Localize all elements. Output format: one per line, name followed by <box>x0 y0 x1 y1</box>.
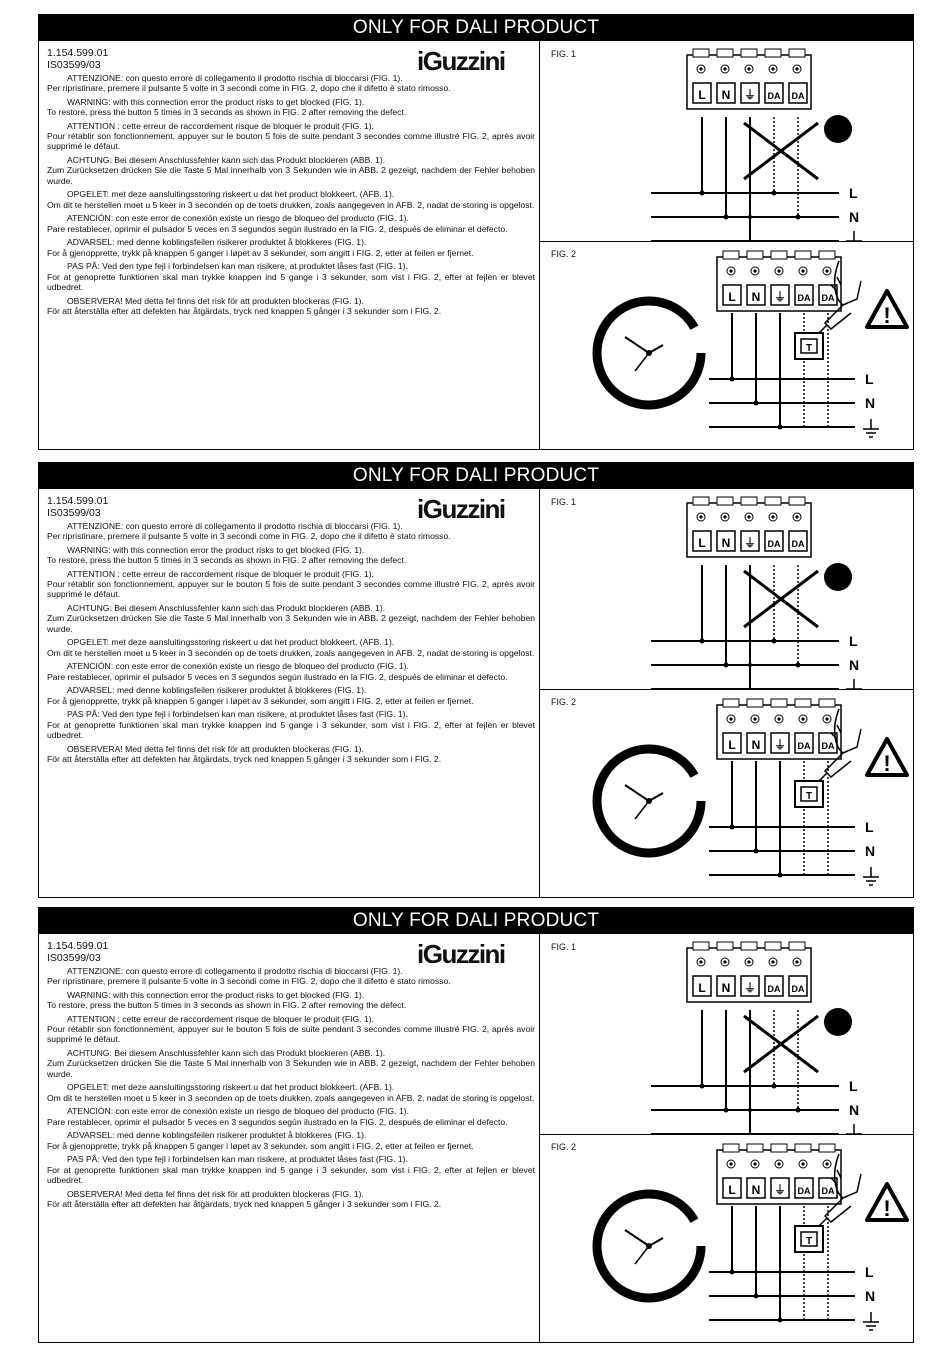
terminal-label: DA <box>767 984 781 994</box>
svg-text:T: T <box>805 791 813 802</box>
instruction-paragraph <box>47 1014 535 1045</box>
paragraph-body: Pour rétablir son fonctionnement, appuyer sur le bouton 5 fois de suite pendant 3 secondes comme illustré FIG. 2, après avoir supprimé le défaut. <box>47 131 535 152</box>
product-code: 1.154.599.01 <box>47 495 109 507</box>
wiring <box>709 761 855 875</box>
wiring <box>709 1206 855 1320</box>
brand-logo: iGuzzini <box>417 494 505 524</box>
paragraph-body: For at genoprette funktionen skal man trykke knappen ind 5 gange i 3 sekunder, som vist i FIG. 2, efter at fejlen er blevet udbedret. <box>47 271 535 292</box>
fig2-label: FIG. 2 <box>551 697 577 707</box>
wire-label-l: L <box>865 1264 874 1280</box>
timer-clock-icon <box>597 301 701 405</box>
terminal-label: ⏚ <box>743 88 757 102</box>
figures-column <box>539 489 913 897</box>
multilingual-text <box>47 966 535 1213</box>
instruction-paragraph <box>47 261 535 292</box>
fig2-label: FIG. 2 <box>551 1142 577 1152</box>
paragraph-body: För att återställa efter att defekten har åtgärdats, tryck ned knappen 5 gånger i 3 sekunder som i FIG. 2. <box>47 1198 442 1209</box>
instruction-panel <box>38 907 914 1343</box>
paragraph-body: Per ripristinare, premere il pulsante 5 volte in 3 secondi come in FIG. 2, dopo che il difetto è stato rimosso. <box>47 83 451 94</box>
instruction-sheet-code: IS03599/03 <box>47 507 101 519</box>
paragraph-heading: ATTENZIONE: con questo errore di collegamento il prodotto rischia di bloccarsi (FIG. 1). <box>67 73 403 83</box>
paragraph-heading: ADVARSEL: med denne koblingsfeilen risikerer produktet å blokkeres (FIG. 1). <box>67 237 367 248</box>
instruction-paragraph <box>47 966 535 986</box>
instruction-paragraph <box>47 685 535 705</box>
paragraph-heading: ATTENTION : cette erreur de raccordement risque de bloquer le produit (FIG. 1). <box>67 1014 374 1024</box>
paragraph-heading: OPGELET: met deze aansluitingsstoring riskeert u dat het product blokkeert. (AFB. 1). <box>67 189 395 200</box>
fig2-label: FIG. 2 <box>551 249 577 259</box>
paragraph-body: Pour rétablir son fonctionnement, appuyer sur le bouton 5 fois de suite pendant 3 secondes comme illustré FIG. 2, après avoir supprimé le défaut. <box>47 579 535 600</box>
error-cross-icon <box>744 571 818 627</box>
paragraph-heading: WARNING: with this connection error the product risks to get blocked (FIG. 1). <box>67 545 365 555</box>
timer-clock-icon <box>597 1194 701 1298</box>
figure-1 <box>539 41 913 242</box>
fig1-label: FIG. 1 <box>551 49 577 59</box>
paragraph-heading: PAS PÅ: Ved den type fejl i forbindelsen kan man risikere, at produktet låses fast (FIG. 1). <box>67 1154 408 1165</box>
terminal-label: DA <box>797 293 811 303</box>
figure-1 <box>539 489 913 690</box>
terminal-label: ⏚ <box>773 290 787 304</box>
wire-label-n: N <box>849 657 860 673</box>
wire-label-n: N <box>849 209 860 225</box>
terminal-label: ⏚ <box>773 1183 787 1197</box>
error-indicator-icon <box>824 1008 852 1036</box>
ground-symbol-icon <box>863 867 879 885</box>
instructions-column <box>39 489 540 897</box>
paragraph-body: Zum Zurücksetzen drücken Sie die Taste 5 Mal innerhalb von 3 Sekunden wie in ABB. 2 gezeigt, nachdem der Fehler behoben wurde. <box>47 613 535 634</box>
paragraph-body: Per ripristinare, premere il pulsante 5 volte in 3 secondi come in FIG. 2, dopo che il difetto è stato rimosso. <box>47 531 451 542</box>
product-code: 1.154.599.01 <box>47 47 109 59</box>
paragraph-heading: ATENCIÓN: con este error de conexión existe un riesgo de bloqueo del producto (FIG. 1). <box>67 1106 409 1117</box>
error-cross-icon <box>744 1016 818 1072</box>
instruction-paragraph <box>47 521 535 541</box>
paragraph-body: Om dit te herstellen moet u 5 keer in 3 seconden op de toets drukken, zoals aangegeven in AFB. 2, nadat de storing is opgelost. <box>47 1092 535 1103</box>
terminal-label: DA <box>791 91 805 101</box>
fig1-label: FIG. 1 <box>551 942 577 952</box>
instruction-paragraph <box>47 155 535 186</box>
terminal-label: L <box>728 738 736 752</box>
wire-label-l: L <box>849 185 858 201</box>
terminal-label: L <box>698 981 706 995</box>
ground-symbol-icon <box>846 231 862 241</box>
instruction-paragraph <box>47 296 535 316</box>
terminal-label: ⏚ <box>743 981 757 995</box>
figures-column <box>539 41 913 449</box>
instruction-paragraph <box>47 709 535 740</box>
paragraph-heading: ACHTUNG: Bei diesem Anschlussfehler kann sich das Produkt blockieren (ABB. 1). <box>67 155 386 166</box>
instruction-paragraph <box>47 1082 535 1102</box>
fig1-label: FIG. 1 <box>551 497 577 507</box>
instructions-column <box>39 934 540 1342</box>
wire-label-l: L <box>849 633 858 649</box>
document-code <box>47 495 108 519</box>
instruction-paragraph <box>47 1130 535 1150</box>
terminal-label: ⏚ <box>743 536 757 550</box>
wire-label-n: N <box>865 395 876 411</box>
instruction-paragraph <box>47 637 535 657</box>
timer-clock-icon <box>597 749 701 853</box>
paragraph-body: Pour rétablir son fonctionnement, appuyer sur le bouton 5 fois de suite pendant 3 secondes comme illustré FIG. 2, après avoir supprimé le défaut. <box>47 1024 535 1045</box>
wire-label-l: L <box>865 819 874 835</box>
paragraph-heading: OBSERVERA! Med detta fel finns det risk för att produkten blockeras (FIG. 1). <box>67 295 364 306</box>
paragraph-heading: ADVARSEL: med denne koblingsfeilen risikerer produktet å blokkeres (FIG. 1). <box>67 685 367 696</box>
terminal-label: N <box>751 738 761 752</box>
multilingual-text <box>47 73 535 320</box>
instructions-column <box>39 41 540 449</box>
paragraph-heading: ACHTUNG: Bei diesem Anschlussfehler kann sich das Produkt blockieren (ABB. 1). <box>67 603 386 614</box>
instruction-paragraph <box>47 1048 535 1079</box>
instruction-paragraph <box>47 661 535 681</box>
wiring <box>709 313 855 427</box>
svg-text:!: ! <box>883 303 891 328</box>
instruction-paragraph <box>47 990 535 1010</box>
instruction-paragraph <box>47 97 535 117</box>
paragraph-body: Om dit te herstellen moet u 5 keer in 3 seconden op de toets drukken, zoals aangegeven in AFB. 2, nadat de storing is opgelost. <box>47 199 535 210</box>
paragraph-heading: ATTENZIONE: con questo errore di collegamento il prodotto rischia di bloccarsi (FIG. 1). <box>67 521 403 531</box>
figures-column <box>539 934 913 1342</box>
figure-2 <box>539 689 913 897</box>
instruction-sheet-code: IS03599/03 <box>47 952 101 964</box>
terminal-label: DA <box>767 539 781 549</box>
terminal-label: L <box>698 536 706 550</box>
paragraph-body: To restore, press the button 5 times in 3 seconds as shown in FIG. 2 after removing the defect. <box>47 1000 407 1011</box>
svg-text:T: T <box>805 1236 813 1247</box>
paragraph-body: For at genoprette funktionen skal man trykke knappen ind 5 gange i 3 sekunder, som vist i FIG. 2, efter at fejlen er blevet udbedret. <box>47 1164 535 1185</box>
brand-logo: iGuzzini <box>417 46 505 76</box>
terminal-label: N <box>721 88 731 102</box>
wire-label-n: N <box>865 1288 876 1304</box>
paragraph-heading: PAS PÅ: Ved den type fejl i forbindelsen kan man risikere, at produktet låses fast (FIG. 1). <box>67 261 408 272</box>
paragraph-body: For å gjenopprette, trykk på knappen 5 ganger i løpet av 3 sekunder, som angitt i FIG. 2, etter at feilen er fjernet. <box>47 695 474 706</box>
svg-text:!: ! <box>883 1196 891 1221</box>
instruction-paragraph <box>47 213 535 233</box>
error-indicator-icon <box>824 563 852 591</box>
terminal-label: DA <box>821 741 835 751</box>
paragraph-body: For at genoprette funktionen skal man trykke knappen ind 5 gange i 3 sekunder, som vist i FIG. 2, efter at fejlen er blevet udbedret. <box>47 719 535 740</box>
instruction-paragraph <box>47 121 535 152</box>
paragraph-body: För att återställa efter att defekten har åtgärdats, tryck ned knappen 5 gånger i 3 sekunder som i FIG. 2. <box>47 305 442 316</box>
paragraph-body: Per ripristinare, premere il pulsante 5 volte in 3 secondi come in FIG. 2, dopo che il difetto è stato rimosso. <box>47 976 451 987</box>
instruction-paragraph <box>47 744 535 764</box>
paragraph-body: For å gjenopprette, trykk på knappen 5 ganger i løpet av 3 sekunder, som angitt i FIG. 2, etter at feilen er fjernet. <box>47 247 474 258</box>
paragraph-body: Om dit te herstellen moet u 5 keer in 3 seconden op de toets drukken, zoals aangegeven in AFB. 2, nadat de storing is opgelost. <box>47 647 535 658</box>
paragraph-body: Pare restablecer, oprimir el pulsador 5 veces en 3 segundos según ilustrado en la FIG. 2, después de eliminar el defecto. <box>47 223 508 234</box>
wire-label-n: N <box>865 843 876 859</box>
instruction-paragraph <box>47 1189 535 1209</box>
paragraph-heading: ATTENZIONE: con questo errore di collegamento il prodotto rischia di bloccarsi (FIG. 1). <box>67 966 403 976</box>
terminal-label: L <box>728 1183 736 1197</box>
instruction-paragraph <box>47 1154 535 1185</box>
instruction-panel <box>38 462 914 898</box>
terminal-label: DA <box>821 293 835 303</box>
terminal-label: N <box>751 290 761 304</box>
warning-icon <box>867 291 907 328</box>
paragraph-heading: OPGELET: met deze aansluitingsstoring riskeert u dat het product blokkeert. (AFB. 1). <box>67 637 395 648</box>
terminal-label: N <box>751 1183 761 1197</box>
reset-button-icon <box>795 1226 823 1252</box>
wire-label-l: L <box>865 371 874 387</box>
ground-symbol-icon <box>863 419 879 437</box>
terminal-label: L <box>728 290 736 304</box>
paragraph-heading: OBSERVERA! Med detta fel finns det risk för att produkten blockeras (FIG. 1). <box>67 1188 364 1199</box>
paragraph-heading: WARNING: with this connection error the product risks to get blocked (FIG. 1). <box>67 990 365 1000</box>
figure-2 <box>539 1134 913 1342</box>
instruction-paragraph <box>47 1106 535 1126</box>
ground-symbol-icon <box>863 1312 879 1330</box>
paragraph-heading: WARNING: with this connection error the product risks to get blocked (FIG. 1). <box>67 97 365 107</box>
terminal-label: L <box>698 88 706 102</box>
ground-symbol-icon <box>846 1124 862 1134</box>
paragraph-heading: ATENCIÓN: con este error de conexión existe un riesgo de bloqueo del producto (FIG. 1). <box>67 213 409 224</box>
instruction-sheet-code: IS03599/03 <box>47 59 101 71</box>
reset-button-icon <box>795 781 823 807</box>
paragraph-body: Pare restablecer, oprimir el pulsador 5 veces en 3 segundos según ilustrado en la FIG. 2, después de eliminar el defecto. <box>47 1116 508 1127</box>
paragraph-body: Pare restablecer, oprimir el pulsador 5 veces en 3 segundos según ilustrado en la FIG. 2, después de eliminar el defecto. <box>47 671 508 682</box>
paragraph-body: To restore, press the button 5 times in 3 seconds as shown in FIG. 2 after removing the defect. <box>47 555 407 566</box>
panel-header: ONLY FOR DALI PRODUCT <box>39 463 913 489</box>
product-code: 1.154.599.01 <box>47 940 109 952</box>
paragraph-heading: ATTENTION : cette erreur de raccordement risque de bloquer le produit (FIG. 1). <box>67 569 374 579</box>
terminal-label: DA <box>791 984 805 994</box>
svg-text:T: T <box>805 343 813 354</box>
instruction-panel <box>38 14 914 450</box>
terminal-label: DA <box>821 1186 835 1196</box>
instruction-paragraph <box>47 603 535 634</box>
paragraph-heading: ADVARSEL: med denne koblingsfeilen risikerer produktet å blokkeres (FIG. 1). <box>67 1130 367 1141</box>
paragraph-body: To restore, press the button 5 times in 3 seconds as shown in FIG. 2 after removing the defect. <box>47 107 407 118</box>
terminal-label: ⏚ <box>773 738 787 752</box>
instruction-paragraph <box>47 189 535 209</box>
paragraph-heading: ATENCIÓN: con este error de conexión existe un riesgo de bloqueo del producto (FIG. 1). <box>67 661 409 672</box>
wire-label-l: L <box>849 1078 858 1094</box>
warning-icon <box>867 1184 907 1221</box>
panel-header: ONLY FOR DALI PRODUCT <box>39 15 913 41</box>
instruction-paragraph <box>47 569 535 600</box>
terminal-label: DA <box>797 741 811 751</box>
paragraph-heading: OBSERVERA! Med detta fel finns det risk för att produkten blockeras (FIG. 1). <box>67 743 364 754</box>
terminal-label: N <box>721 536 731 550</box>
terminal-label: DA <box>791 539 805 549</box>
warning-icon <box>867 739 907 776</box>
paragraph-heading: ATTENTION : cette erreur de raccordement risque de bloquer le produit (FIG. 1). <box>67 121 374 131</box>
instruction-paragraph <box>47 545 535 565</box>
paragraph-body: Zum Zurücksetzen drücken Sie die Taste 5 Mal innerhalb von 3 Sekunden wie in ABB. 2 gezeigt, nachdem der Fehler behoben wurde. <box>47 1058 535 1079</box>
brand-logo: iGuzzini <box>417 939 505 969</box>
terminal-label: N <box>721 981 731 995</box>
document-code <box>47 47 108 71</box>
instruction-paragraph <box>47 73 535 93</box>
reset-button-icon <box>795 333 823 359</box>
error-cross-icon <box>744 123 818 179</box>
paragraph-heading: PAS PÅ: Ved den type fejl i forbindelsen kan man risikere, at produktet låses fast (FIG. 1). <box>67 709 408 720</box>
ground-symbol-icon <box>846 679 862 689</box>
paragraph-heading: OPGELET: met deze aansluitingsstoring riskeert u dat het product blokkeert. (AFB. 1). <box>67 1082 395 1093</box>
wire-label-n: N <box>849 1102 860 1118</box>
paragraph-heading: ACHTUNG: Bei diesem Anschlussfehler kann sich das Produkt blockieren (ABB. 1). <box>67 1048 386 1059</box>
paragraph-body: Zum Zurücksetzen drücken Sie die Taste 5 Mal innerhalb von 3 Sekunden wie in ABB. 2 gezeigt, nachdem der Fehler behoben wurde. <box>47 165 535 186</box>
figure-2 <box>539 241 913 449</box>
panel-header: ONLY FOR DALI PRODUCT <box>39 908 913 934</box>
document-code <box>47 940 108 964</box>
instruction-paragraph <box>47 237 535 257</box>
multilingual-text <box>47 521 535 768</box>
paragraph-body: För att återställa efter att defekten har åtgärdats, tryck ned knappen 5 gånger i 3 sekunder som i FIG. 2. <box>47 753 442 764</box>
paragraph-body: For å gjenopprette, trykk på knappen 5 ganger i løpet av 3 sekunder, som angitt i FIG. 2, etter at feilen er fjernet. <box>47 1140 474 1151</box>
terminal-label: DA <box>767 91 781 101</box>
error-indicator-icon <box>824 115 852 143</box>
terminal-label: DA <box>797 1186 811 1196</box>
figure-1 <box>539 934 913 1135</box>
svg-text:!: ! <box>883 751 891 776</box>
